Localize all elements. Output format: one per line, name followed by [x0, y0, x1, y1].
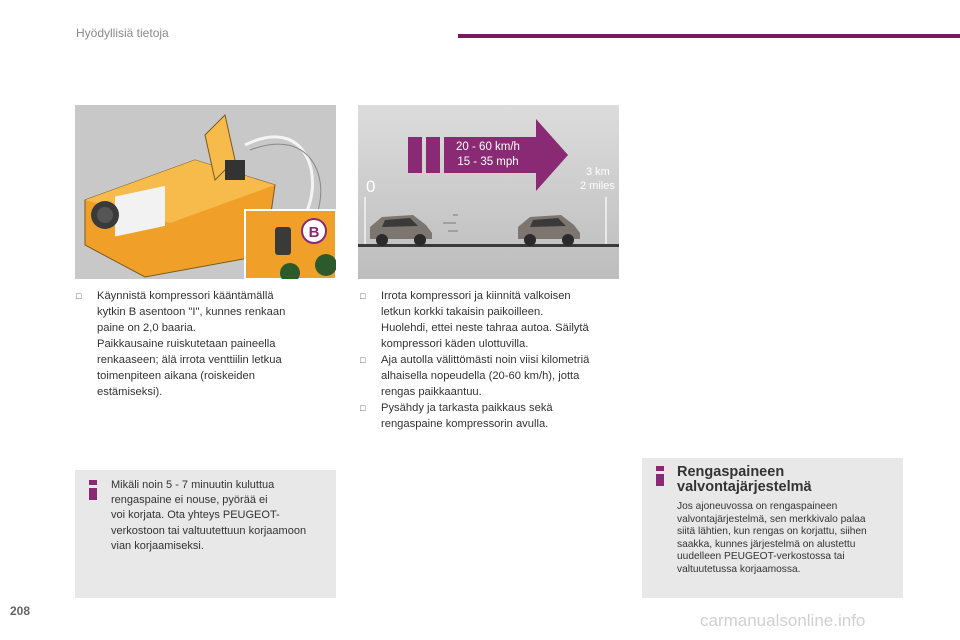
step-item: [360, 288, 630, 352]
info-line: verkostoon tai valtuutettuun korjaamoon: [111, 524, 307, 537]
left-step-list: [76, 288, 338, 400]
box-title-line: valvontajärjestelmä: [677, 479, 812, 495]
box-title-line: Rengaspaineen: [677, 464, 785, 480]
info-line: vian korjaamiseksi.: [111, 539, 204, 552]
info-box-tpms: [642, 458, 903, 598]
drive-distance-illustration: [358, 105, 619, 279]
box-body-line: uudelleen PEUGEOT-verkostossa tai: [677, 551, 845, 563]
start-distance-label: 0: [366, 177, 376, 196]
switch-label-b: B: [308, 224, 320, 241]
step-line: toimenpiteen aikana (roiskeiden: [97, 370, 255, 382]
watermark: carmanualsonline.info: [700, 611, 866, 630]
step-line: kytkin B asentoon "I", kunnes renkaan: [97, 306, 286, 318]
header-accent-bar: [458, 34, 960, 38]
step-line: kompressori käden ulottuvilla.: [381, 338, 529, 350]
step-line: alhaisella nopeudella (20-60 km/h), jotta: [381, 370, 580, 382]
info-icon: [656, 466, 664, 486]
info-box-repair-time: [75, 470, 336, 598]
step-line: Pysähdy ja tarkasta paikkaus sekä: [381, 402, 553, 414]
info-line: voi korjata. Ota yhteys PEUGEOT-: [111, 509, 280, 522]
step-line: letkun korkki takaisin paikoilleen.: [381, 306, 544, 318]
step-line: Huolehdi, ettei neste tahraa autoa. Säilytä: [381, 322, 589, 334]
speed-kmh-label: 20 - 60 km/h: [456, 141, 520, 153]
speed-mph-label: 15 - 35 mph: [457, 156, 519, 168]
step-line: Paikkausaine ruiskutetaan paineella: [97, 338, 276, 350]
distance-miles-label: 2 miles: [580, 180, 615, 192]
step-line: paine on 2,0 baaria.: [97, 322, 196, 334]
repair-kit-illustration: [75, 105, 336, 279]
middle-step-list: [360, 288, 630, 432]
step-line: rengaspaine kompressorin avulla.: [381, 418, 549, 430]
checkbox-bullet-icon: □: [76, 291, 82, 301]
checkbox-bullet-icon: □: [360, 403, 366, 413]
info-icon: [89, 480, 97, 500]
step-line: renkaaseen; älä irrota venttiilin letkua: [97, 354, 282, 366]
step-line: Käynnistä kompressori kääntämällä: [97, 290, 274, 302]
checkbox-bullet-icon: □: [360, 355, 366, 365]
step-item: [360, 400, 630, 432]
checkbox-bullet-icon: □: [360, 291, 366, 301]
info-line: Mikäli noin 5 - 7 minuutin kuluttua: [111, 479, 275, 491]
box-body-line: saakka, kunnes järjestelmä on alustettu: [677, 538, 856, 550]
info-text: [111, 478, 333, 554]
box-body-line: siitä lähtien, kun rengas on korjattu, siihen: [677, 526, 867, 538]
info-line: rengaspaine ei nouse, pyörää ei: [111, 494, 268, 507]
box-title: [677, 465, 812, 495]
box-body-line: Jos ajoneuvossa on rengaspaineen: [677, 501, 838, 512]
step-line: Aja autolla välittömästi noin viisi kilometriä: [381, 354, 590, 366]
box-body: [677, 501, 901, 577]
step-line: estämiseksi).: [97, 386, 163, 398]
step-line: rengas paikkaantuu.: [381, 386, 482, 398]
section-title: Hyödyllisiä tietoja: [76, 26, 169, 40]
page-number: 208: [10, 604, 31, 618]
box-body-line: valvontajärjestelmä, sen merkkivalo palaa: [677, 513, 866, 525]
step-item: [76, 288, 338, 400]
step-item: [360, 352, 630, 400]
distance-km-label: 3 km: [586, 166, 610, 178]
step-line: Irrota kompressori ja kiinnitä valkoisen: [381, 290, 571, 302]
box-body-line: valtuutetussa korjaamossa.: [677, 563, 801, 575]
